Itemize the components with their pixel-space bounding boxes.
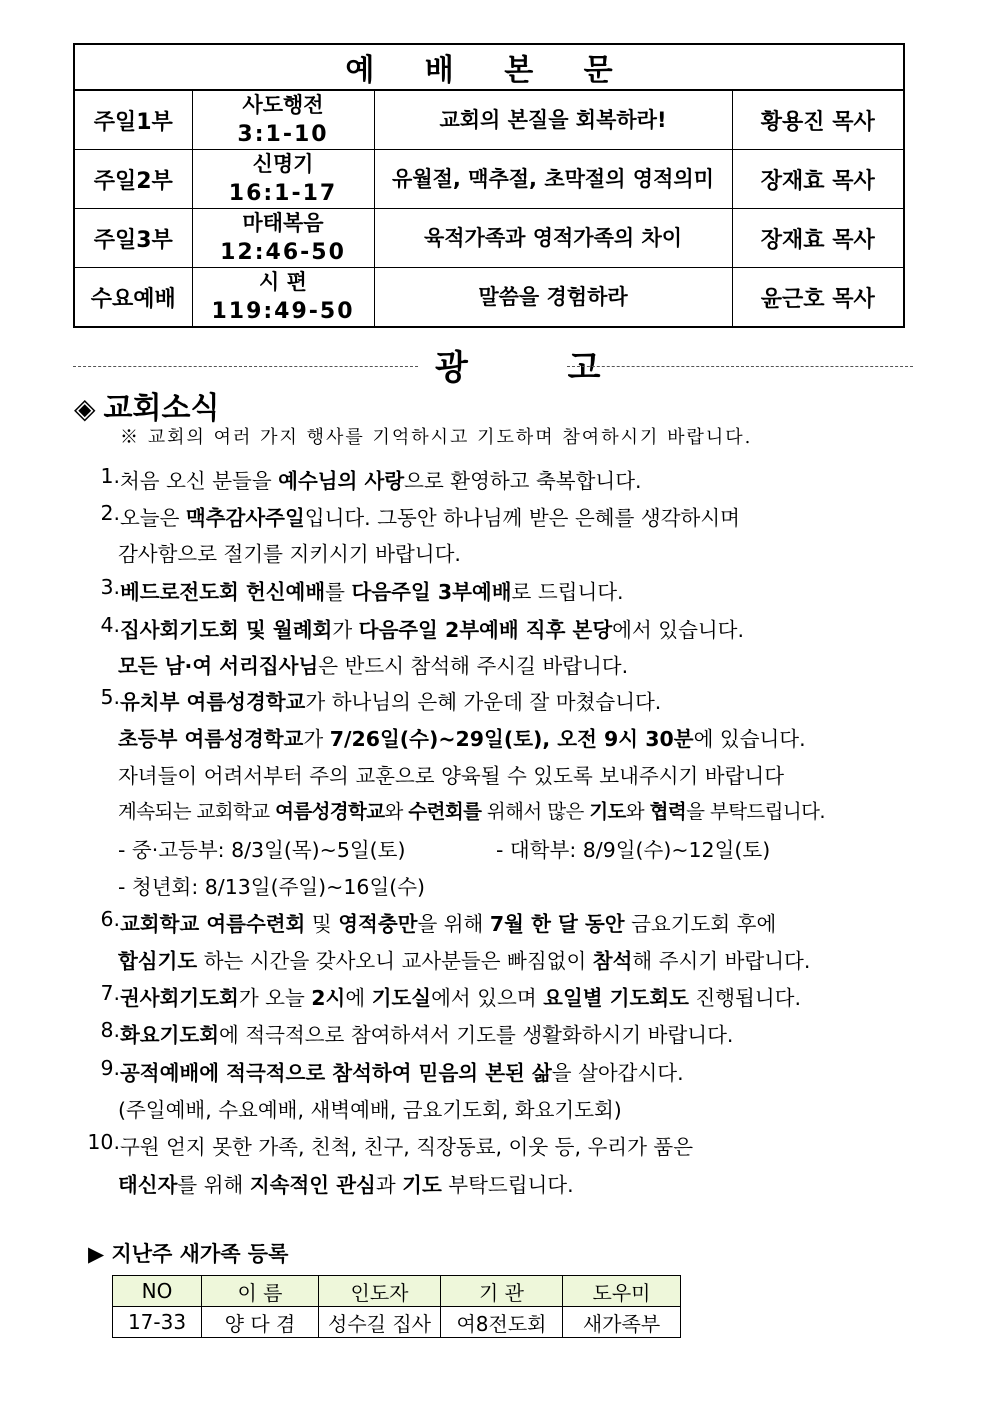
text-run: 하는 시간을 갖사오니 교사분들은 빠짐없이 <box>197 949 593 973</box>
worship-title: 예 배 본 문 <box>74 44 904 90</box>
text-bold: 유치부 여름성경학교 <box>120 690 306 714</box>
worship-table <box>73 43 905 328</box>
text-bold: 예수님의 사랑 <box>278 469 405 493</box>
text-bold: 기도 <box>402 1173 442 1197</box>
text-bold: 7월 한 달 동안 <box>489 912 625 936</box>
dashed-divider-left <box>73 366 418 367</box>
list-item <box>74 464 642 493</box>
text-bold: 협력 <box>649 800 687 823</box>
column-header: 기 관 <box>441 1276 563 1307</box>
item-number: 3. <box>100 575 120 599</box>
section-title-text: 교회소식 <box>103 391 220 426</box>
schedule-college: - 대학부: 8/9일(수)~12일(토) <box>496 838 771 862</box>
service-name: 수요예배 <box>74 268 192 328</box>
text-bold: 2시 <box>311 986 346 1010</box>
item-text <box>120 1056 684 1086</box>
text-run: 와 <box>625 800 650 823</box>
item-continuation: 자녀들이 어려서부터 주의 교훈으로 양육될 수 있도록 보내주시기 바랍니다 <box>118 764 785 788</box>
text-bold: 다음주일 2부예배 직후 본당 <box>358 618 613 642</box>
scripture <box>192 90 374 150</box>
diamond-icon: ◈ <box>74 392 96 425</box>
text-bold: 수련회를 <box>408 800 482 823</box>
item-text <box>120 1018 733 1048</box>
item-text <box>120 575 624 605</box>
item-number: 5. <box>100 685 120 709</box>
table-cell: 양 다 겸 <box>202 1307 319 1338</box>
text-run: 을 위해 <box>417 912 490 936</box>
list-item <box>74 907 777 936</box>
text-bold: 교회학교 여름수련회 <box>120 912 306 936</box>
preacher: 황용진 목사 <box>732 90 904 150</box>
list-item <box>74 501 740 530</box>
service-name: 주일2부 <box>74 150 192 209</box>
text-bold: 권사회기도회 <box>120 986 239 1010</box>
text-bold: 영적충만 <box>338 912 418 936</box>
item-continuation <box>118 944 810 974</box>
text-run: 가 <box>332 618 359 642</box>
column-header: NO <box>113 1276 202 1307</box>
table-cell: 여8전도회 <box>441 1307 563 1338</box>
scripture <box>192 268 374 328</box>
item-number: 4. <box>100 613 120 637</box>
sermon-title: 유월절, 맥추절, 초막절의 영적의미 <box>374 150 732 209</box>
text-run: 처음 오신 분들을 <box>120 469 279 493</box>
text-run: 금요기도회 후에 <box>624 912 777 936</box>
text-run: 위해서 많은 <box>481 800 590 823</box>
schedule-youth: - 중·고등부: 8/3일(목)~5일(토) <box>118 838 406 862</box>
text-bold: 합심기도 <box>118 949 198 973</box>
sermon-title: 육적가족과 영적가족의 차이 <box>374 209 732 268</box>
item-number: 10. <box>87 1130 120 1154</box>
item-number: 8. <box>100 1018 120 1042</box>
text-bold: 7/26일(수)~29일(토), 오전 9시 30분 <box>329 727 694 751</box>
preacher: 장재효 목사 <box>732 150 904 209</box>
scripture <box>192 150 374 209</box>
service-name: 주일1부 <box>74 90 192 150</box>
item-number: 2. <box>100 501 120 525</box>
table-row <box>74 90 904 150</box>
text-run: 및 <box>305 912 339 936</box>
text-bold: 공적예배에 적극적으로 참석하여 믿음의 본된 삶 <box>120 1061 552 1085</box>
item-continuation <box>118 722 806 752</box>
text-run: 과 <box>375 1173 403 1197</box>
column-header: 도우미 <box>563 1276 681 1307</box>
table-row <box>74 209 904 268</box>
text-run: 계속되는 교회학교 <box>118 800 276 823</box>
scripture-book: 시 편 <box>259 270 307 294</box>
item-continuation <box>118 1168 574 1198</box>
schedule-young-adults: - 청년회: 8/13일(주일)~16일(수) <box>118 875 426 899</box>
text-bold: 모든 남·여 서리집사님 <box>118 654 319 678</box>
scripture-book: 사도행전 <box>242 93 324 117</box>
scripture-book: 신명기 <box>252 152 314 176</box>
text-bold: 여름성경학교 <box>275 800 385 823</box>
list-item <box>74 685 662 714</box>
text-run: 을 부탁드립니다. <box>686 800 825 823</box>
text-run: 를 위해 <box>177 1173 250 1197</box>
section-title <box>74 383 219 427</box>
column-header: 이 름 <box>202 1276 319 1307</box>
table-cell: 17-33 <box>113 1307 202 1338</box>
text-bold: 화요기도회 <box>120 1023 220 1047</box>
dashed-divider-right <box>567 366 913 367</box>
sermon-title: 말씀을 경험하라 <box>374 268 732 328</box>
item-text <box>120 981 801 1011</box>
column-header: 인도자 <box>319 1276 441 1307</box>
text-run: 와 <box>384 800 409 823</box>
item-text: 구원 얻지 못한 가족, 친척, 친구, 직장동료, 이웃 등, 우리가 품은 <box>120 1135 694 1159</box>
text-run: 가 <box>303 727 330 751</box>
item-number: 7. <box>100 981 120 1005</box>
notice-text: ※ 교회의 여러 가지 행사를 기억하시고 기도하며 참여하시기 바랍니다. <box>120 427 753 448</box>
item-continuation <box>118 796 825 824</box>
item-text <box>120 464 642 494</box>
table-cell: 새가족부 <box>563 1307 681 1338</box>
table-header-row <box>113 1276 681 1307</box>
text-bold: 다음주일 3부예배 <box>351 580 512 604</box>
text-bold: 요일별 기도회도 <box>543 986 689 1010</box>
scripture-ref: 3:1-10 <box>237 122 329 147</box>
list-item <box>74 1018 734 1047</box>
text-run: 해 주시기 바랍니다. <box>632 949 811 973</box>
scripture-book: 마태복음 <box>242 211 324 235</box>
text-bold: 베드로전도회 헌신예배 <box>120 580 326 604</box>
text-run: 입니다. 그동안 하나님께 받은 은혜를 생각하시며 <box>304 506 740 530</box>
text-run: 에서 있으며 <box>431 986 544 1010</box>
text-bold: 초등부 여름성경학교 <box>118 727 304 751</box>
new-family-table <box>112 1275 681 1338</box>
scripture-ref: 16:1-17 <box>228 181 338 206</box>
item-text <box>120 613 744 643</box>
list-item <box>74 1130 694 1159</box>
list-item <box>74 575 624 604</box>
item-continuation <box>118 649 628 679</box>
text-run: 가 오늘 <box>238 986 312 1010</box>
text-bold: 맥추감사주일 <box>185 506 305 530</box>
list-item <box>74 613 745 642</box>
list-item <box>74 981 801 1010</box>
item-number: 1. <box>100 464 120 488</box>
sermon-title: 교회의 본질을 회복하라! <box>374 90 732 150</box>
scripture-ref: 119:49-50 <box>211 299 355 324</box>
text-bold: 기도 <box>589 800 626 823</box>
item-number: 6. <box>100 907 120 931</box>
table-cell: 성수길 집사 <box>319 1307 441 1338</box>
scripture-ref: 12:46-50 <box>220 240 346 265</box>
item-text <box>120 907 776 937</box>
preacher: 윤근호 목사 <box>732 268 904 328</box>
text-run: 에 있습니다. <box>693 727 806 751</box>
text-run: 부탁드립니다. <box>441 1173 574 1197</box>
text-run: 오늘은 <box>120 506 186 530</box>
ad-title: 광 고 <box>435 348 645 388</box>
scripture <box>192 209 374 268</box>
text-bold: 참석 <box>592 949 633 973</box>
text-run: 로 드립니다. <box>511 580 624 604</box>
text-run: 가 하나님의 은혜 가운데 잘 마쳤습니다. <box>305 690 662 714</box>
text-run: 를 <box>325 580 352 604</box>
preacher: 장재효 목사 <box>732 209 904 268</box>
text-run: 에 <box>345 986 372 1010</box>
text-bold: 기도실 <box>371 986 432 1010</box>
text-run: 에 적극적으로 참여하셔서 기도를 생활화하시기 바랍니다. <box>219 1023 734 1047</box>
item-continuation: 감사함으로 절기를 지키시기 바랍니다. <box>118 542 461 566</box>
table-row <box>113 1307 681 1338</box>
text-run: 진행됩니다. <box>688 986 801 1010</box>
ad-heading <box>73 340 913 388</box>
item-text <box>120 501 740 531</box>
text-bold: 지속적인 관심 <box>249 1173 376 1197</box>
service-name: 주일3부 <box>74 209 192 268</box>
text-run: 을 살아갑시다. <box>551 1061 684 1085</box>
item-continuation: (주일예배, 수요예배, 새벽예배, 금요기도회, 화요기도회) <box>118 1098 622 1122</box>
table-row <box>74 268 904 328</box>
text-run: 은 반드시 참석해 주시길 바랍니다. <box>318 654 629 678</box>
text-run: 으로 환영하고 축복합니다. <box>404 469 642 493</box>
text-bold: 태신자 <box>118 1173 178 1197</box>
item-number: 9. <box>100 1056 120 1080</box>
new-family-heading: ▶ 지난주 새가족 등록 <box>88 1242 289 1266</box>
list-item <box>74 1056 684 1085</box>
item-text <box>120 685 661 715</box>
text-run: 에서 있습니다. <box>612 618 745 642</box>
text-bold: 집사회기도회 및 월례회 <box>120 618 333 642</box>
table-row <box>74 150 904 209</box>
